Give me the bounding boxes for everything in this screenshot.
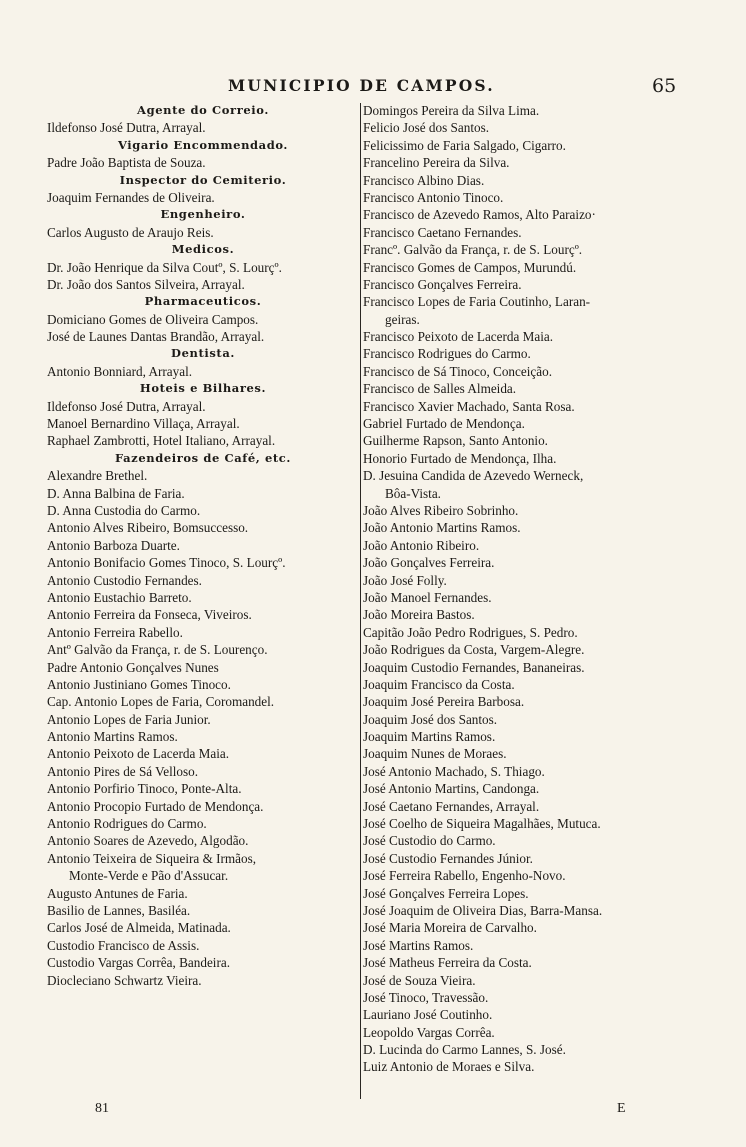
running-title: MUNICIPIO DE CAMPOS. [228, 76, 495, 95]
directory-entry: João Alves Ribeiro Sobrinho. [363, 502, 519, 518]
directory-entry: D. Anna Custodia do Carmo. [47, 502, 201, 518]
section-heading: Fazendeiros de Café, etc. [115, 450, 291, 465]
section-heading: Hoteis e Bilhares. [139, 381, 267, 396]
directory-entry: Felicissimo de Faria Salgado, Cigarro. [363, 137, 566, 153]
section-heading: Engenheiro. [160, 207, 246, 222]
directory-entry: João Moreira Bastos. [363, 607, 475, 623]
directory-entry: Bôa-Vista. [385, 485, 441, 501]
signature-mark: 81 [95, 1101, 109, 1116]
directory-entry: Raphael Zambrotti, Hotel Italiano, Arrayal. [47, 433, 276, 449]
directory-entry: Antonio Lopes de Faria Junior. [47, 711, 211, 727]
directory-entry: José Tinoco, Travessão. [363, 989, 489, 1005]
directory-entry: José Coelho de Siqueira Magalhães, Mutuca. [363, 816, 601, 832]
directory-entry: Honorio Furtado de Mendonça, Ilha. [363, 450, 557, 466]
directory-entry: José Custodio do Carmo. [363, 833, 496, 849]
directory-entry: Francisco Caetano Fernandes. [363, 224, 522, 240]
directory-entry: José Custodio Fernandes Júnior. [363, 850, 533, 866]
directory-entry: Alexandre Brethel. [47, 468, 148, 484]
directory-entry: José Martins Ramos. [363, 937, 474, 953]
directory-entry: José Antonio Machado, S. Thiago. [363, 763, 545, 779]
directory-entry: Antonio Rodrigues do Carmo. [47, 816, 207, 832]
directory-entry: Ildefonso José Dutra, Arrayal. [47, 398, 206, 414]
section-heading: Pharmaceuticos. [144, 294, 262, 309]
directory-entry: José Matheus Ferreira da Costa. [363, 955, 532, 971]
directory-entry: João Antonio Ribeiro. [363, 537, 480, 553]
directory-entry: José de Souza Vieira. [363, 972, 476, 988]
directory-entry: D. Anna Balbina de Faria. [47, 485, 185, 501]
directory-entry: Domiciano Gomes de Oliveira Campos. [47, 311, 259, 327]
directory-entry: Cap. Antonio Lopes de Faria, Coromandel. [47, 694, 275, 710]
directory-entry: Francisco Lopes de Faria Coutinho, Laran- [363, 294, 591, 310]
directory-entry: Joaquim Nunes de Moraes. [363, 746, 507, 762]
directory-entry: Antº Galvão da França, r. de S. Lourenço. [47, 642, 268, 658]
directory-entry: Luiz Antonio de Moraes e Silva. [363, 1059, 535, 1075]
sheet-mark: E [617, 1101, 626, 1116]
directory-entry: Francisco Antonio Tinoco. [363, 189, 504, 205]
directory-entry: João Manoel Fernandes. [363, 589, 492, 605]
directory-entry: Ildefonso José Dutra, Arrayal. [47, 120, 206, 136]
directory-entry: Joaquim Martins Ramos. [363, 729, 496, 745]
directory-entry: D. Lucinda do Carmo Lannes, S. José. [363, 1042, 566, 1058]
directory-entry: Domingos Pereira da Silva Lima. [363, 103, 540, 118]
directory-entry: Antonio Barboza Duarte. [47, 537, 180, 553]
directory-entry: Capitão João Pedro Rodrigues, S. Pedro. [363, 624, 578, 640]
directory-entry: Francisco Albino Dias. [363, 172, 485, 188]
directory-entry: José Joaquim de Oliveira Dias, Barra-Mansa. [363, 902, 603, 918]
right-column [363, 102, 693, 1076]
directory-entry: José Gonçalves Ferreira Lopes. [363, 885, 529, 901]
directory-entry: Custodio Francisco de Assis. [47, 937, 200, 953]
directory-entry: Francelino Pereira da Silva. [363, 155, 510, 171]
directory-entry: Antonio Justiniano Gomes Tinoco. [47, 676, 231, 692]
directory-entry: Antonio Bonifacio Gomes Tinoco, S. Lourçº. [47, 555, 286, 571]
directory-entry: Francisco de Azevedo Ramos, Alto Paraizo· [363, 207, 596, 223]
directory-entry: Antonio Alves Ribeiro, Bomsuccesso. [47, 520, 249, 536]
directory-entry: Francisco Gomes de Campos, Murundú. [363, 259, 577, 275]
directory-entry: João Antonio Martins Ramos. [363, 520, 521, 536]
directory-entry: Monte-Verde e Pão d'Assucar. [69, 868, 229, 884]
directory-entry: Antonio Martins Ramos. [47, 729, 178, 745]
directory-entry: Antonio Teixeira de Siqueira & Irmãos, [47, 850, 257, 866]
section-heading: Dentista. [171, 346, 235, 361]
directory-entry: Gabriel Furtado de Mendonça. [363, 416, 525, 432]
directory-entry: Carlos José de Almeida, Matinada. [47, 920, 231, 936]
directory-entry: Francisco de Sá Tinoco, Conceição. [363, 363, 552, 379]
directory-entry: Joaquim Fernandes de Oliveira. [47, 189, 215, 205]
column-divider [360, 103, 361, 1099]
directory-entry: Basilio de Lannes, Basiléa. [47, 902, 191, 918]
directory-entry: Antonio Peixoto de Lacerda Maia. [47, 746, 230, 762]
directory-entry: Joaquim Francisco da Costa. [363, 676, 515, 692]
directory-entry: Dr. João Henrique da Silva Coutº, S. Lourçº. [47, 259, 282, 275]
directory-entry: Antonio Bonniard, Arrayal. [47, 363, 193, 379]
directory-entry: Lauriano José Coutinho. [363, 1007, 493, 1023]
directory-entry: Carlos Augusto de Araujo Reis. [47, 224, 214, 240]
directory-entry: geiras. [385, 311, 420, 327]
running-header [0, 76, 746, 98]
directory-entry: Guilherme Rapson, Santo Antonio. [363, 433, 548, 449]
directory-entry: Francisco Rodrigues do Carmo. [363, 346, 531, 362]
directory-entry: Francisco Xavier Machado, Santa Rosa. [363, 398, 575, 414]
directory-entry: Augusto Antunes de Faria. [47, 885, 188, 901]
section-heading: Vigario Encommendado. [117, 137, 289, 152]
page-number: 65 [652, 75, 677, 97]
directory-entry: Leopoldo Vargas Corrêa. [363, 1024, 495, 1040]
directory-entry: Francisco Peixoto de Lacerda Maia. [363, 329, 554, 345]
directory-entry: Antonio Ferreira da Fonseca, Viveiros. [47, 607, 252, 623]
section-heading: Inspector do Cemiterio. [119, 172, 287, 187]
section-heading: Agente do Correio. [137, 103, 269, 117]
directory-entry: Francisco de Salles Almeida. [363, 381, 517, 397]
directory-entry: Diocleciano Schwartz Vieira. [47, 972, 202, 988]
directory-entry: Antonio Procopio Furtado de Mendonça. [47, 798, 264, 814]
directory-entry: João Gonçalves Ferreira. [363, 555, 495, 571]
directory-entry: Joaquim José dos Santos. [363, 711, 498, 727]
directory-entry: Antonio Porfirio Tinoco, Ponte-Alta. [47, 781, 242, 797]
directory-entry: Antonio Eustachio Barreto. [47, 589, 192, 605]
directory-entry: Dr. João dos Santos Silveira, Arrayal. [47, 276, 245, 292]
directory-entry: José Antonio Martins, Candonga. [363, 781, 540, 797]
directory-entry: José Maria Moreira de Carvalho. [363, 920, 537, 936]
left-column [47, 102, 359, 989]
directory-entry: D. Jesuina Candida de Azevedo Werneck, [363, 468, 584, 484]
directory-entry: Antonio Pires de Sá Velloso. [47, 763, 199, 779]
section-heading: Medicos. [171, 242, 235, 257]
directory-entry: José de Launes Dantas Brandão, Arrayal. [47, 329, 265, 345]
directory-entry: José Ferreira Rabello, Engenho-Novo. [363, 868, 566, 884]
directory-entry: Manoel Bernardino Villaça, Arrayal. [47, 416, 240, 432]
directory-entry: Antonio Soares de Azevedo, Algodão. [47, 833, 249, 849]
directory-entry: José Caetano Fernandes, Arrayal. [363, 798, 540, 814]
directory-entry: Francisco Gonçalves Ferreira. [363, 276, 522, 292]
directory-entry: Antonio Ferreira Rabello. [47, 624, 183, 640]
directory-entry: Joaquim José Pereira Barbosa. [363, 694, 525, 710]
directory-entry: Francº. Galvão da França, r. de S. Lourçº. [363, 242, 583, 258]
directory-entry: Padre João Baptista de Souza. [47, 155, 206, 171]
directory-entry: Custodio Vargas Corrêa, Bandeira. [47, 955, 231, 971]
directory-entry: Antonio Custodio Fernandes. [47, 572, 202, 588]
directory-entry: Felicio José dos Santos. [363, 120, 490, 136]
directory-entry: Joaquim Custodio Fernandes, Bananeiras. [363, 659, 585, 675]
directory-entry: Padre Antonio Gonçalves Nunes [47, 659, 219, 675]
directory-entry: João Rodrigues da Costa, Vargem-Alegre. [363, 642, 585, 658]
directory-entry: João José Folly. [363, 572, 447, 588]
